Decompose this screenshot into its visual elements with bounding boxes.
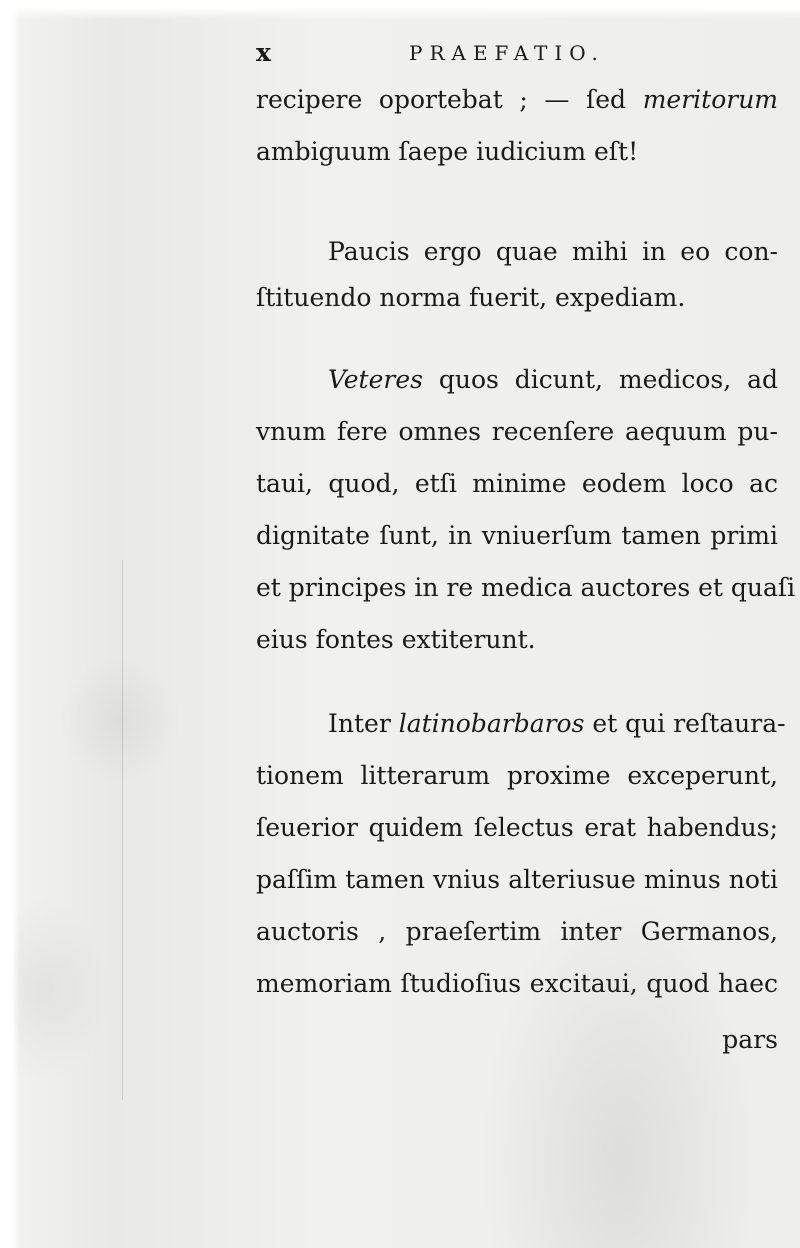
scan-top-margin	[0, 0, 800, 20]
text-line: auctoris , praeſertim inter Germanos,	[256, 917, 778, 946]
italic-term: latinobarbaros	[398, 709, 585, 738]
text-line: eius fontes extiterunt.	[256, 625, 536, 654]
text-line: taui, quod, etſi minime eodem loco ac	[256, 469, 778, 498]
text-line: et principes in re medica auctores et quaſi	[256, 573, 796, 602]
text-line: memoriam ſtudioſius excitaui, quod haec	[256, 969, 778, 998]
text-line: ſeuerior quidem ſelectus erat habendus;	[256, 813, 778, 842]
text-line: ſtituendo norma fuerit, expediam.	[256, 283, 686, 312]
italic-term: meritorum	[642, 85, 779, 114]
text-line: tionem litterarum proxime exceperunt,	[256, 761, 778, 790]
text-line: paſſim tamen vnius alteriusue minus noti	[256, 865, 778, 894]
text-span: Inter	[328, 709, 391, 738]
text-line	[328, 360, 778, 400]
page-number: x	[256, 38, 272, 67]
text-line: Paucis ergo quae mihi in eo con-	[328, 237, 778, 266]
page-gutter-shadow	[122, 560, 123, 1100]
text-line	[328, 704, 786, 744]
text-span: quos dicunt, medicos, ad	[438, 365, 778, 394]
text-line	[256, 80, 778, 120]
running-title: PRAEFATIO.	[409, 41, 605, 65]
scan-left-margin	[0, 0, 20, 1248]
catchword: pars	[722, 1025, 778, 1054]
text-line: vnum fere omnes recenſere aequum pu-	[256, 417, 778, 446]
text-span: recipere oportebat ; — ſed	[256, 85, 627, 114]
running-header	[256, 38, 776, 72]
text-span: et qui reſtaura-	[592, 709, 786, 738]
text-line: ambiguum ſaepe iudicium eſt!	[256, 137, 639, 166]
text-line: dignitate ſunt, in vniuerſum tamen primi	[256, 521, 778, 550]
italic-term: Veteres	[328, 365, 423, 394]
